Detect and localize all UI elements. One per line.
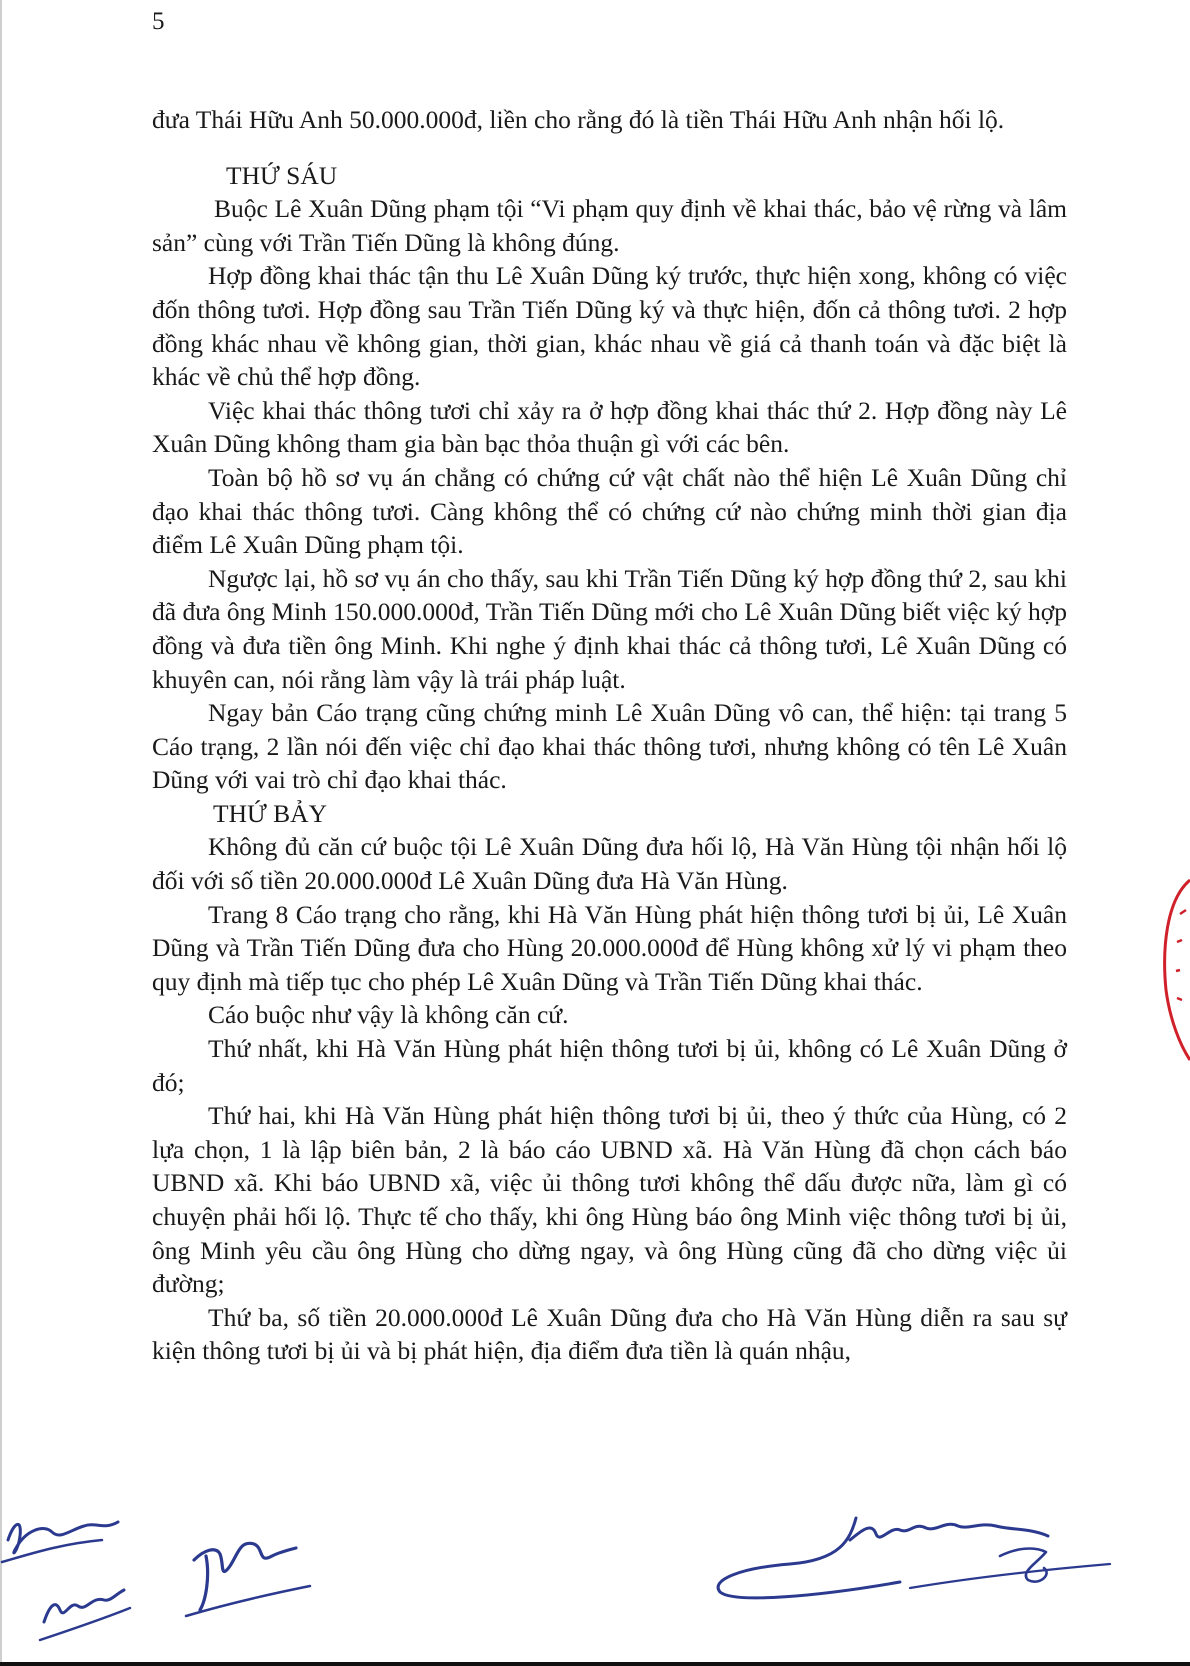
document-body bbox=[152, 103, 1067, 1368]
handwritten-initial-center bbox=[180, 1520, 320, 1620]
paragraph-continuation: đưa Thái Hữu Anh 50.000.000đ, liền cho rằng đó là tiền Thái Hữu Anh nhận hối lộ. bbox=[152, 105, 1005, 134]
paragraph: Hợp đồng khai thác tận thu Lê Xuân Dũng ký trước, thực hiện xong, không có việc đốn thông tươi. Hợp đồng sau Trần Tiến Dũng ký và thực hiện, đốn cả thông tươi. 2 hợp đồng khác nhau về không gian, thời gian, khác nhau về giá cả thanh toán và đặc biệt là khác về chủ thể hợp đồng. bbox=[152, 261, 1067, 392]
page-number: 5 bbox=[152, 8, 165, 35]
section-heading-seventh: THỨ BẢY bbox=[213, 798, 327, 828]
handwritten-initial-left-top bbox=[0, 1500, 140, 1660]
handwritten-signature-right bbox=[700, 1500, 1120, 1610]
paragraph: Ngay bản Cáo trạng cũng chứng minh Lê Xuân Dũng vô can, thể hiện: tại trang 5 Cáo trạng, 2 lần nói đến việc chỉ đạo khai thác thông tươi, nhưng không có tên Lê Xuân Dũng với vai trò chỉ đạo khai thác. bbox=[152, 698, 1067, 795]
scan-left-edge bbox=[0, 0, 2, 1666]
section-heading-sixth: THỨ SÁU bbox=[226, 160, 338, 190]
paragraph: Việc khai thác thông tươi chỉ xảy ra ở hợp đồng khai thác thứ 2. Hợp đồng này Lê Xuân Dũng không tham gia bàn bạc thỏa thuận gì với các bên. bbox=[152, 395, 1067, 459]
paragraph: Ngược lại, hồ sơ vụ án cho thấy, sau khi Trần Tiến Dũng ký hợp đồng thứ 2, sau khi đã đưa ông Minh 150.000.000đ, Trần Tiến Dũng mới cho Lê Xuân Dũng biết việc ký hợp đồng và đưa tiền ông Minh. Khi nghe ý định khai thác cả thông tươi, Lê Xuân Dũng có khuyên can, nói rằng làm vậy là trái pháp luật. bbox=[152, 563, 1067, 694]
scan-bottom-edge bbox=[0, 1662, 1190, 1666]
paragraph: Trang 8 Cáo trạng cho rằng, khi Hà Văn Hùng phát hiện thông tươi bị ủi, Lê Xuân Dũng và Trần Tiến Dũng đưa cho Hùng 20.000.000đ để Hùng không xử lý vi phạm theo quy định mà tiếp tục cho phép Lê Xuân Dũng và Trần Tiến Dũng khai thác. bbox=[152, 899, 1067, 996]
red-stamp-fragment bbox=[1156, 870, 1190, 1070]
paragraph: Buộc Lê Xuân Dũng phạm tội “Vi phạm quy định về khai thác, bảo vệ rừng và lâm sản” cùng với Trần Tiến Dũng là không đúng. bbox=[152, 194, 1067, 257]
paragraph: Cáo buộc như vậy là không căn cứ. bbox=[208, 1000, 569, 1030]
paragraph: Thứ hai, khi Hà Văn Hùng phát hiện thông tươi bị ủi, theo ý thức của Hùng, có 2 lựa chọn, 1 là lập biên bản, 2 là báo cáo UBND xã. Hà Văn Hùng đã chọn cách báo UBND xã. Khi báo UBND xã, việc ủi thông tươi không thể dấu được nữa, làm gì có chuyện phải hối lộ. Thực tế cho thấy, khi ông Hùng báo ông Minh việc thông tươi bị ủi, ông Minh yêu cầu ông Hùng cho dừng ngay, và ông Hùng cũng đã cho dừng việc ủi đường; bbox=[152, 1101, 1067, 1299]
paragraph: Thứ ba, số tiền 20.000.000đ Lê Xuân Dũng đưa cho Hà Văn Hùng diễn ra sau sự kiện thông tươi bị ủi và bị phát hiện, địa điểm đưa tiền là quán nhậu, bbox=[152, 1302, 1067, 1366]
paragraph: Thứ nhất, khi Hà Văn Hùng phát hiện thông tươi bị ủi, không có Lê Xuân Dũng ở đó; bbox=[152, 1034, 1067, 1097]
paragraph: Không đủ căn cứ buộc tội Lê Xuân Dũng đưa hối lộ, Hà Văn Hùng tội nhận hối lộ đối với số tiền 20.000.000đ Lê Xuân Dũng đưa Hà Văn Hùng. bbox=[152, 832, 1067, 896]
paragraph: Toàn bộ hồ sơ vụ án chẳng có chứng cứ vật chất nào thể hiện Lê Xuân Dũng chỉ đạo khai thác thông tươi. Càng không thể có chứng cứ nào chứng minh thời gian địa điểm Lê Xuân Dũng phạm tội. bbox=[152, 462, 1067, 560]
